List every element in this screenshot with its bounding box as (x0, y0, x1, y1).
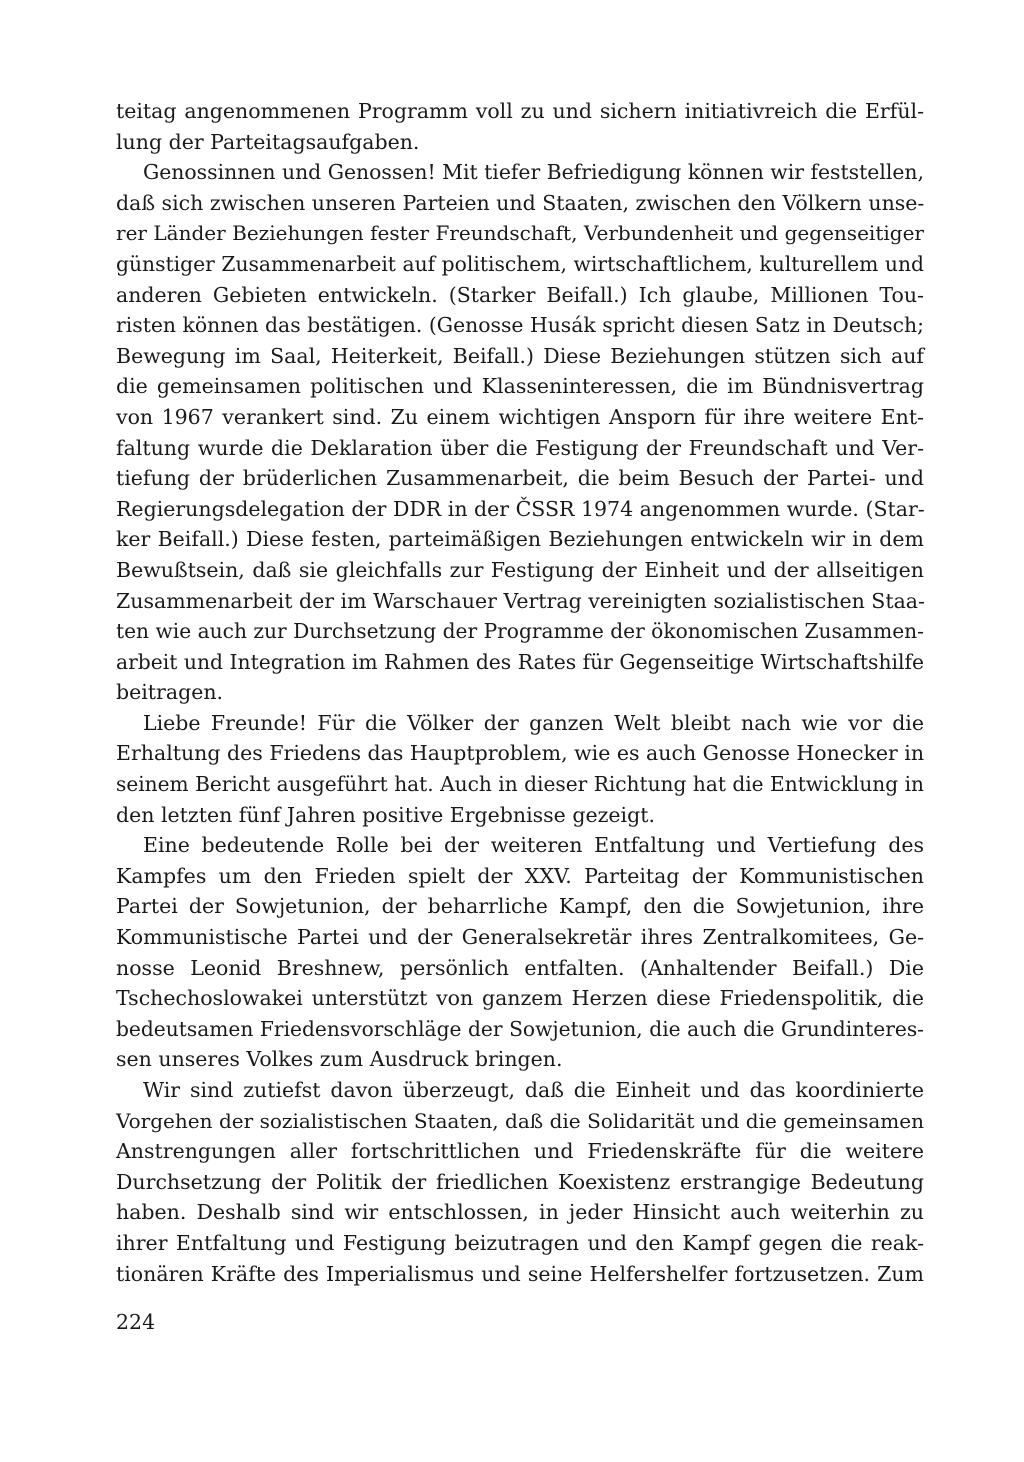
text-line: haben. Deshalb sind wir entschlossen, in jeder Hinsicht auch weiterhin zu (116, 1200, 924, 1225)
text-line: ker Beifall.) Diese festen, parteimäßigen Beziehungen entwickeln wir in dem (116, 527, 924, 552)
text-line: Durchsetzung der Politik der friedlichen Koexistenz erstrangige Bedeutung (116, 1169, 924, 1194)
text-line: Wir sind zutiefst davon überzeugt, daß die Einheit und das koordinierte (143, 1078, 924, 1102)
text-line: Tschechoslowakei unterstützt von ganzem Herzen diese Friedenspolitik, die (116, 986, 924, 1011)
text-line: arbeit und Integration im Rahmen des Rates für Gegenseitige Wirtschaftshilfe (116, 649, 924, 674)
text-line: sen unseres Volkes zum Ausdruck bringen. (116, 1047, 563, 1072)
page-body (116, 96, 924, 1289)
text-line: günstiger Zusammenarbeit auf politischem, wirtschaftlichem, kulturellem und (116, 251, 924, 276)
text-line: lung der Parteitagsaufgaben. (116, 129, 420, 154)
page-number: 224 (116, 1310, 156, 1334)
text-line: Regierungsdelegation der DDR in der ČSSR 1974 angenommen wurde. (Star- (116, 496, 925, 521)
text-line: tionären Kräfte des Imperialismus und seine Helfershelfer fortzusetzen. Zum (116, 1261, 924, 1286)
text-line: bedeutsamen Friedensvorschläge der Sowjetunion, die auch die Grundinteres- (116, 1016, 924, 1041)
text-line: tiefung der brüderlichen Zusammenarbeit, die beim Besuch der Partei- und (116, 466, 924, 491)
text-line: teitag angenommenen Programm voll zu und sichern initiativreich die Erfül- (116, 99, 924, 123)
text-line: von 1967 verankert sind. Zu einem wichtigen Ansporn für ihre weitere Ent- (116, 404, 924, 429)
text-line: Eine bedeutende Rolle bei der weiteren Entfaltung und Vertiefung des (143, 833, 924, 858)
text-line: Bewegung im Saal, Heiterkeit, Beifall.) Diese Beziehungen stützen sich auf (116, 343, 924, 368)
text-line: Vorgehen der sozialistischen Staaten, daß die Solidarität und die gemeinsamen (116, 1108, 924, 1133)
text-line: den letzten fünf Jahren positive Ergebnisse gezeigt. (116, 802, 655, 827)
text-line: anderen Gebieten entwickeln. (Starker Beifall.) Ich glaube, Millionen Tou- (116, 282, 924, 307)
text-line: ihrer Entfaltung und Festigung beizutragen und den Kampf gegen die reak- (116, 1230, 924, 1255)
text-line: daß sich zwischen unseren Parteien und Staaten, zwischen den Völkern unse- (116, 190, 925, 215)
text-line: nosse Leonid Breshnew, persönlich entfalten. (Anhaltender Beifall.) Die (116, 955, 924, 980)
text-line: beitragen. (116, 680, 224, 705)
text-line: Bewußtsein, daß sie gleichfalls zur Festigung der Einheit und der allseitigen (116, 557, 924, 582)
text-line: Zusammenarbeit der im Warschauer Vertrag vereinigten sozialistischen Staa- (116, 588, 925, 613)
text-line: Anstrengungen aller fortschrittlichen und Friedenskräfte für die weitere (116, 1139, 924, 1164)
text-line: Erhaltung des Friedens das Hauptproblem, wie es auch Genosse Honecker in (116, 741, 925, 766)
text-line: Liebe Freunde! Für die Völker der ganzen Welt bleibt nach wie vor die (143, 710, 924, 735)
text-line: die gemeinsamen politischen und Klasseninteressen, die im Bündnisvertrag (116, 374, 924, 399)
text-line: Genossinnen und Genossen! Mit tiefer Befriedigung können wir feststellen, (143, 160, 924, 185)
text-line: Kampfes um den Frieden spielt der XXV. Parteitag der Kommunistischen (116, 863, 924, 888)
text-line: Kommunistische Partei und der Generalsekretär ihres Zentralkomitees, Ge- (116, 925, 924, 950)
text-line: seinem Bericht ausgeführt hat. Auch in dieser Richtung hat die Entwicklung in (116, 772, 924, 797)
text-line: faltung wurde die Deklaration über die Festigung der Freundschaft und Ver- (116, 435, 924, 460)
text-line: Partei der Sowjetunion, der beharrliche Kampf, den die Sowjetunion, ihre (116, 894, 924, 919)
text-line: ten wie auch zur Durchsetzung der Programme der ökonomischen Zusammen- (116, 619, 924, 644)
text-line: rer Länder Beziehungen fester Freundschaft, Verbundenheit und gegenseitiger (116, 221, 924, 246)
text-line: risten können das bestätigen. (Genosse Husák spricht diesen Satz in Deutsch; (116, 313, 924, 338)
